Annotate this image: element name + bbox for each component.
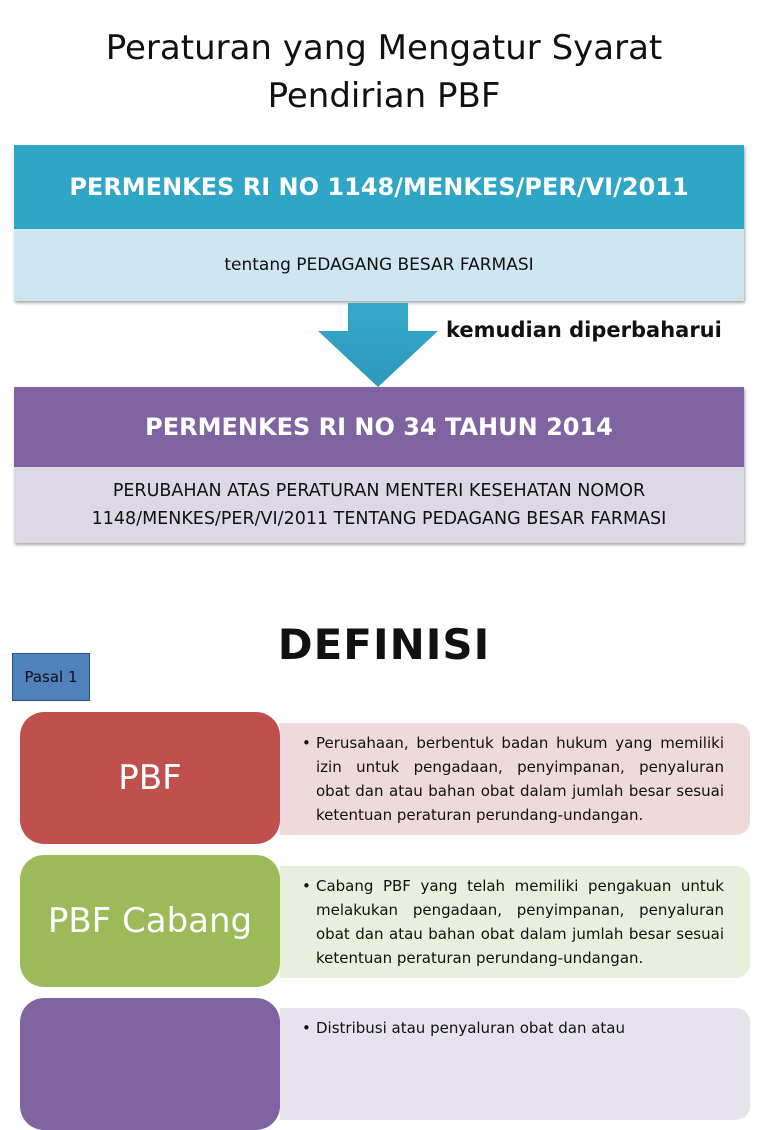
term-pbf: PBF xyxy=(20,712,280,844)
definition-pbf-cabang xyxy=(280,866,750,978)
definition-pbf xyxy=(280,723,750,835)
page-title xyxy=(0,24,768,120)
down-arrow-icon xyxy=(318,303,438,387)
definitions-heading: DEFINISI xyxy=(277,620,491,669)
regulation1-subject: tentang PEDAGANG BESAR FARMASI xyxy=(14,229,744,301)
definition-text: Cabang PBF yang telah memiliki pengakuan untuk melakukan pengadaan, penyimpanan, penyaluran obat dan atau bahan obat dalam jumlah besar sesuai ketentuan peraturan perundang-undangan. xyxy=(316,877,724,967)
term-pbf-cabang: PBF Cabang xyxy=(20,855,280,987)
term-third xyxy=(20,998,280,1130)
bullet-icon: • xyxy=(302,877,311,895)
definition-third xyxy=(280,1008,750,1120)
article-tag: Pasal 1 xyxy=(12,653,90,701)
bullet-icon: • xyxy=(302,1019,311,1037)
definition-text: Perusahaan, berbentuk badan hukum yang memiliki izin untuk pengadaan, penyimpanan, penyaluran obat dan atau bahan obat dalam jumlah besar sesuai ketentuan peraturan perundang-undangan. xyxy=(316,734,724,824)
definition-text: Distribusi atau penyaluran obat dan atau xyxy=(316,1019,626,1037)
transition-note: kemudian diperbaharui xyxy=(446,318,722,342)
regulation2-subject-line2: 1148/MENKES/PER/VI/2011 TENTANG PEDAGANG BESAR FARMASI xyxy=(91,509,667,529)
page-title-line2: Pendirian PBF xyxy=(267,76,501,116)
regulation2-subject-line1: PERUBAHAN ATAS PERATURAN MENTERI KESEHATAN NOMOR xyxy=(112,481,646,501)
regulation2-banner: PERMENKES RI NO 34 TAHUN 2014 xyxy=(14,387,744,467)
bullet-icon: • xyxy=(302,734,311,752)
regulation1-banner: PERMENKES RI NO 1148/MENKES/PER/VI/2011 xyxy=(14,145,744,229)
page-title-line1: Peraturan yang Mengatur Syarat xyxy=(105,28,663,68)
regulation2-subject xyxy=(14,467,744,543)
